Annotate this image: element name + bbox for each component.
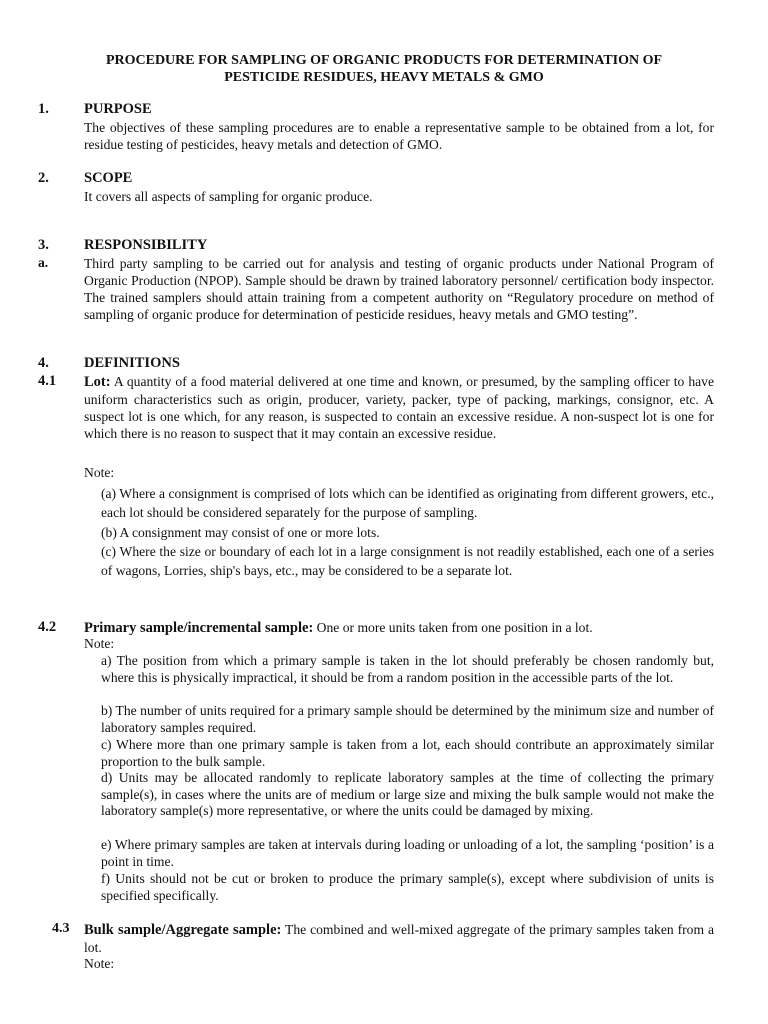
definition-number-primary: 4.2	[38, 619, 57, 635]
section-heading-purpose: PURPOSE	[84, 101, 152, 117]
definition-text-bulk: The combined and well-mixed aggregate of the primary samples taken from a lot.	[84, 922, 714, 955]
document-title-line-1: PROCEDURE FOR SAMPLING OF ORGANIC PRODUCTS FOR DETERMINATION OF	[105, 53, 663, 68]
note-item-primary-d: d) Units may be allocated randomly to replicate laboratory samples at the time of collecting the primary sample(s), in cases where the units are of medium or large size and mixing the bulk sample would not make the laboratory sample(s) more representative, or where the units could be damaged by mixing.	[101, 770, 714, 818]
definition-text-lot: A quantity of a food material delivered at one time and known, or presumed, by the sampling officer to have uniform characteristics such as origin, producer, variety, packer, type of packing, markings, consignor, etc. A suspect lot is one which, for any reason, is suspected to contain an excessive residue. A non-suspect lot is one for which there is no reason to suspect that it may contain an excessive residue.	[84, 374, 714, 441]
section-heading-definitions: DEFINITIONS	[84, 355, 180, 371]
section-heading-scope: SCOPE	[84, 170, 133, 186]
note-item-lot-a: (a) Where a consignment is comprised of lots which can be identified as originating from different growers, etc., each lot should be considered separately for the purpose of sampling.	[101, 486, 714, 520]
note-item-primary-f: f) Units should not be cut or broken to produce the primary sample(s), except where subdivision of units is specified specifically.	[101, 871, 714, 903]
note-item-lot-c: (c) Where the size or boundary of each lot in a large consignment is not readily established, each one of a series of wagons, Lorries, ship's bays, etc., may be considered to be a separate lot.	[101, 544, 714, 578]
section-heading-responsibility: RESPONSIBILITY	[84, 237, 208, 253]
note-item-primary-e: e) Where primary samples are taken at intervals during loading or unloading of a lot, the sampling ‘position’ is a point in time.	[101, 837, 714, 869]
definition-term-bulk: Bulk sample/Aggregate sample:	[84, 922, 282, 938]
definition-term-primary: Primary sample/incremental sample:	[84, 620, 314, 636]
note-item-primary-c: c) Where more than one primary sample is taken from a lot, each should contribute an approximately similar proportion to the bulk sample.	[101, 737, 714, 769]
note-item-primary-b: b) The number of units required for a primary sample should be determined by the minimum size and number of laboratory samples required.	[101, 703, 714, 735]
section-number-purpose: 1.	[38, 101, 49, 117]
note-label-primary: Note:	[84, 636, 115, 651]
definition-primary	[84, 619, 714, 637]
note-label-bulk: Note:	[84, 956, 115, 971]
note-item-primary-a: a) The position from which a primary sample is taken in the lot should preferably be chosen randomly but, where this is physically impractical, it should be from a random position in the accessible parts of the lot.	[101, 653, 714, 685]
section-number-definitions: 4.	[38, 355, 49, 371]
item-label-responsibility-a: a.	[38, 255, 49, 270]
document-title-line-2: PESTICIDE RESIDUES, HEAVY METALS & GMO	[224, 70, 544, 85]
definition-number-lot: 4.1	[38, 373, 57, 389]
section-number-responsibility: 3.	[38, 237, 49, 253]
definition-term-lot: Lot:	[84, 374, 111, 390]
definition-bulk	[84, 921, 714, 956]
section-text-responsibility: Third party sampling to be carried out for analysis and testing of organic products under National Program of Organic Production (NPOP). Sample should be drawn by trained laboratory personnel/ certification body inspector. The trained samplers should attain training from a competent authority on “Regulatory procedure on method of sampling of organic produce for determination of pesticide residues, heavy metals and GMO testing”.	[84, 256, 714, 322]
definition-lot	[84, 373, 714, 442]
section-number-scope: 2.	[38, 170, 49, 186]
definition-number-bulk: 4.3	[52, 921, 70, 936]
section-text-purpose: The objectives of these sampling procedures are to enable a representative sample to be obtained from a lot, for residue testing of pesticides, heavy metals and detection of GMO.	[84, 120, 714, 152]
section-text-scope: It covers all aspects of sampling for organic produce.	[84, 189, 373, 204]
note-label-lot: Note:	[84, 465, 115, 480]
note-item-lot-b: (b) A consignment may consist of one or more lots.	[101, 525, 380, 540]
definition-text-primary: One or more units taken from one position in a lot.	[313, 620, 593, 635]
